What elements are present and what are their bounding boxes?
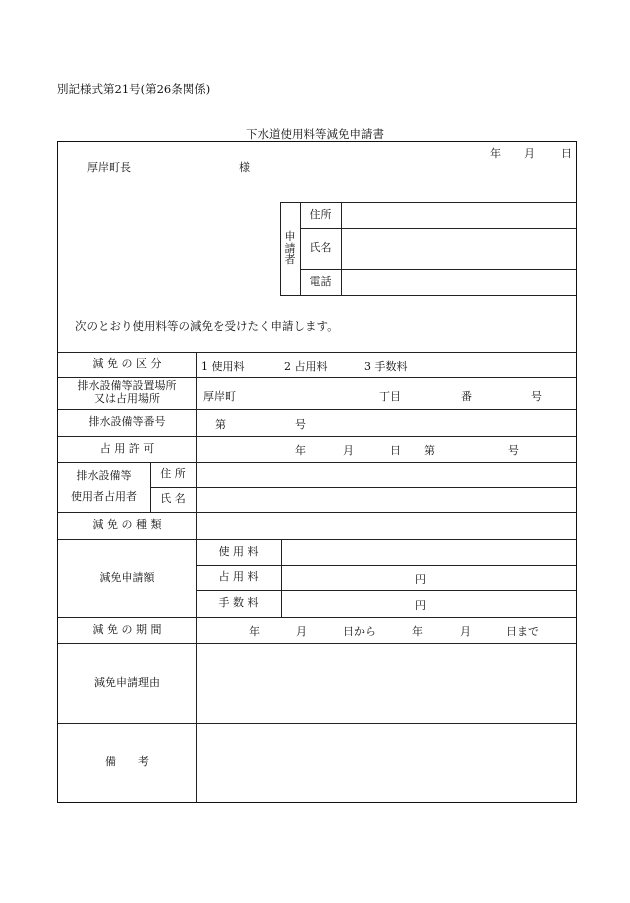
location-go-label: 号 xyxy=(531,390,542,403)
remarks-label: 備 考 xyxy=(105,755,149,769)
amount-occupancy-fee-field[interactable] xyxy=(283,567,574,588)
equipment-number-suffix: 号 xyxy=(295,418,306,431)
period-start-day: 日から xyxy=(343,625,376,638)
amount-label: 減免申請額 xyxy=(99,570,155,584)
amount-usage-fee-label: 使 用 料 xyxy=(218,544,259,558)
applicant-address-field[interactable] xyxy=(343,204,573,226)
location-ban-label: 番 xyxy=(461,390,472,403)
category-option-usage-fee[interactable]: 1 使用料 xyxy=(201,360,245,373)
applicant-heading-char: 申 xyxy=(284,230,296,244)
amount-handling-fee-field[interactable] xyxy=(283,592,574,615)
date-month-label: 月 xyxy=(524,147,535,160)
user-name-field[interactable] xyxy=(198,489,574,510)
remarks-field[interactable] xyxy=(198,725,574,800)
amount-handling-fee-label: 手 数 料 xyxy=(218,596,259,610)
applicant-heading-char: 請 xyxy=(284,241,296,255)
applicant-name-label: 氏名 xyxy=(309,241,332,255)
period-end-month: 月 xyxy=(460,625,471,638)
addressee-name: 厚岸町長 xyxy=(87,161,131,174)
permit-number-suffix: 号 xyxy=(508,444,519,457)
form-number-label: 別記様式第21号(第26条関係) xyxy=(57,82,211,96)
amount-occupancy-fee-label: 占 用 料 xyxy=(218,570,259,584)
permit-number-prefix: 第 xyxy=(424,444,435,457)
amount-handling-fee-unit: 円 xyxy=(415,599,426,612)
permit-day-label: 日 xyxy=(390,444,401,457)
equipment-number-label: 排水設備等番号 xyxy=(88,415,166,429)
occupancy-permit-label: 占 用 許 可 xyxy=(99,441,155,455)
amount-occupancy-fee-unit: 円 xyxy=(415,573,426,586)
applicant-phone-field[interactable] xyxy=(343,271,573,293)
period-start-year: 年 xyxy=(249,625,260,638)
user-name-label: 氏 名 xyxy=(160,492,186,506)
user-address-field[interactable] xyxy=(198,464,574,485)
applicant-heading xyxy=(280,202,300,295)
equipment-number-prefix: 第 xyxy=(215,418,226,431)
user-address-label: 住 所 xyxy=(160,467,186,481)
period-start-month: 月 xyxy=(296,625,307,638)
category-option-handling-fee[interactable]: 3 手数料 xyxy=(364,360,408,373)
applicant-phone-label: 電話 xyxy=(309,274,332,288)
category-label: 減 免 の 区 分 xyxy=(92,357,162,371)
date-day-label: 日 xyxy=(561,147,572,160)
user-occupant-label-line2: 使用者占用者 xyxy=(71,490,137,503)
location-chome-label: 丁目 xyxy=(379,390,401,403)
location-town: 厚岸町 xyxy=(203,390,236,403)
permit-month-label: 月 xyxy=(343,444,354,457)
user-occupant-label xyxy=(58,462,150,512)
date-year-label: 年 xyxy=(490,147,501,160)
user-occupant-label-line1: 排水設備等 xyxy=(76,469,132,483)
permit-year-label: 年 xyxy=(295,444,306,457)
applicant-address-label: 住所 xyxy=(309,207,332,221)
addressee-honorific: 様 xyxy=(239,161,250,174)
reduction-type-field[interactable] xyxy=(198,514,574,537)
category-option-occupancy-fee[interactable]: 2 占用料 xyxy=(284,360,328,373)
application-statement: 次のとおり使用料等の減免を受けたく申請します。 xyxy=(75,319,339,333)
reason-field[interactable] xyxy=(198,645,574,721)
location-label xyxy=(58,377,196,409)
period-end-year: 年 xyxy=(412,625,423,638)
period-end-day: 日まで xyxy=(506,625,539,638)
location-label-line2: 又は占用場所 xyxy=(94,392,160,405)
location-label-line1: 排水設備等設置場所 xyxy=(77,379,177,393)
application-form xyxy=(57,141,577,803)
applicant-heading-char: 者 xyxy=(284,253,296,267)
document-title: 下水道使用料等減免申請書 xyxy=(246,127,384,141)
period-label: 減 免 の 期 間 xyxy=(92,622,162,636)
applicant-name-field[interactable] xyxy=(343,230,573,267)
amount-usage-fee-field[interactable] xyxy=(283,541,574,563)
reason-label: 減免申請理由 xyxy=(94,675,160,689)
reduction-type-label: 減 免 の 種 類 xyxy=(92,518,162,532)
